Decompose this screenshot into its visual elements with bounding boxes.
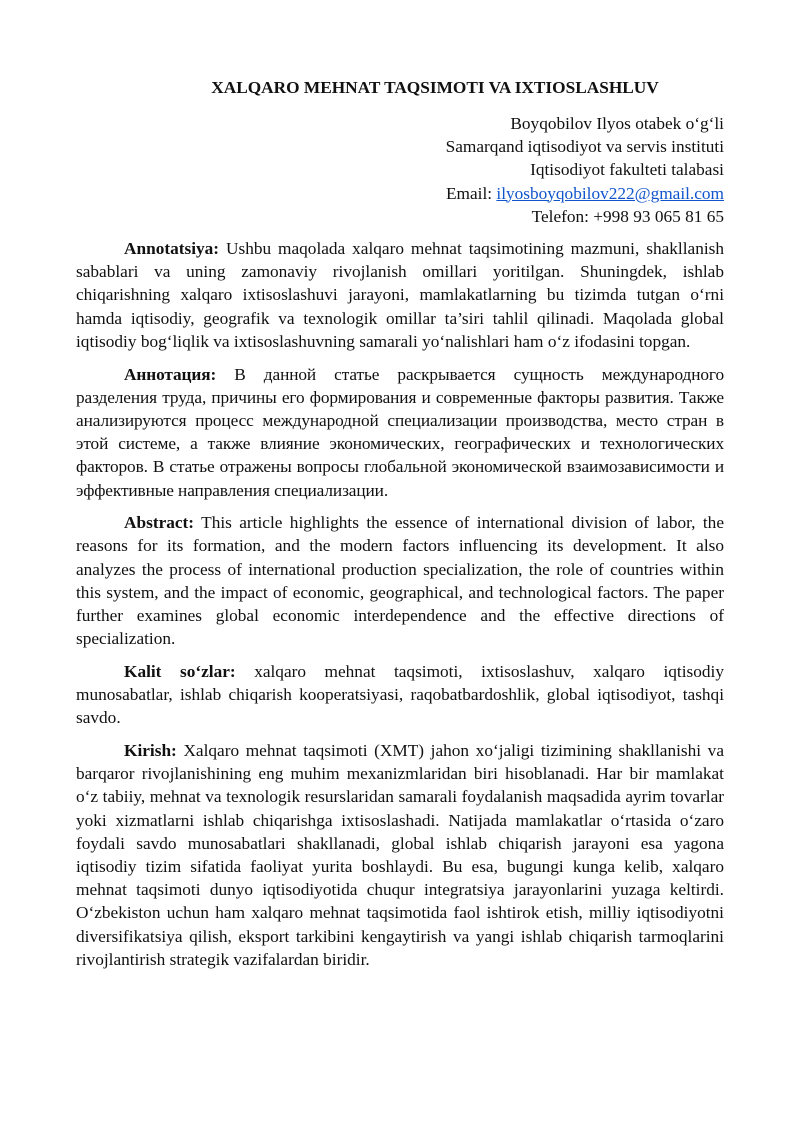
email-link[interactable]: ilyosboyqobilov222@gmail.com: [496, 183, 724, 203]
keywords-label: Kalit so‘zlar:: [124, 661, 236, 681]
introduction-text: Xalqaro mehnat taqsimoti (XMT) jahon xo‘jaligi tizimining shakllanishi va barqaror rivojlanishining eng muhim mexanizmlaridan biri hisoblanadi. Har bir mamlakat o‘z tabiiy, mehnat va texnologik resurslaridan samarali foydalanish maqsadida ayrim tovarlar yoki xizmatlarni ishlab chiqarishga ixtisoslashadi. Natijada mamlakatlar o‘rtasida o‘zaro foydali savdo munosabatlari shakllanadi, global ishlab chiqarish jarayoni esa yagona iqtisodiy tizim sifatida faoliyat yurita boshlaydi. Bu esa, bugungi kunga kelib, xalqaro mehnat taqsimoti dunyo iqtisodiyotida chuqur integratsiya jarayonlarini yuzaga keltirdi. O‘zbekiston uchun ham xalqaro mehnat taqsimotida faol ishtirok etish, milliy iqtisodiyotni diversifikatsiya qilish, eksport tarkibini kengaytirish va yangi ishlab chiqarish tarmoqlarini rivojlantirish strategik vazifalardan biridir.: [76, 741, 724, 969]
author-phone: Telefon: +998 93 065 81 65: [531, 206, 724, 226]
author-position: Iqtisodiyot fakulteti talabasi: [530, 160, 724, 180]
author-name: Boyqobilov Ilyos otabek o‘g‘li: [510, 114, 724, 133]
annotation-ru-text: В данной статье раскрывается сущность международного разделения труда, причины его формирования и современные факторы развития. Также анализируются процесс международной специализации производства, место стран в этой системе, а также влияние экономических, географических и технологических факторов. В статье отражены вопросы глобальной экономической взаимозависимости и эффективные направления специализации.: [76, 364, 724, 500]
annotation-uz-text: Ushbu maqolada xalqaro mehnat taqsimotining mazmuni, shakllanish sabablari va uning zamonaviy rivojlanish omillari yoritilgan. Shuningdek, ishlab chiqarishning xalqaro ixtisoslashuvi jarayoni, mamlakatlarning bu tizimda tutgan o‘rni hamda iqtisodiy, geografik va texnologik omillar ta’siri tahlil qilinadi. Maqolada global iqtisodiy bog‘liqlik va ixtisoslashuvning samarali yo‘nalishlari ham o‘z ifodasini topgan.: [76, 239, 724, 351]
author-block: [76, 112, 724, 228]
keywords-text: xalqaro mehnat taqsimoti, ixtisoslashuv, xalqaro iqtisodiy munosabatlar, ishlab chiqarish kooperatsiyasi, raqobatbardoshlik, global iqtisodiyot, tashqi savdo.: [76, 661, 724, 728]
abstract-en: [76, 511, 724, 650]
abstract-en-label: Abstract:: [124, 513, 195, 533]
annotation-ru-label: Аннотация:: [124, 364, 217, 384]
author-institution: Samarqand iqtisodiyot va servis instituti: [445, 137, 724, 157]
abstract-en-text: This article highlights the essence of international division of labor, the reasons for its formation, and the modern factors influencing its development. It also analyzes the process of international production specialization, the role of countries within this system, and the impact of economic, geographical, and technological factors. The paper further examines global economic interdependence and the effective directions of specialization.: [76, 513, 724, 649]
annotation-uz-label: Annotatsiya:: [124, 239, 220, 258]
author-email-line: [76, 182, 724, 205]
annotation-ru: [76, 363, 724, 502]
introduction-label: Kirish:: [124, 741, 177, 761]
keywords: [76, 660, 724, 730]
introduction: [76, 739, 724, 971]
paper-title: XALQARO MEHNAT TAQSIMOTI VA IXTIOSLASHLUV: [211, 78, 659, 97]
email-label: Email:: [445, 183, 493, 203]
annotation-uz: [76, 237, 724, 353]
body-text: [76, 237, 724, 981]
